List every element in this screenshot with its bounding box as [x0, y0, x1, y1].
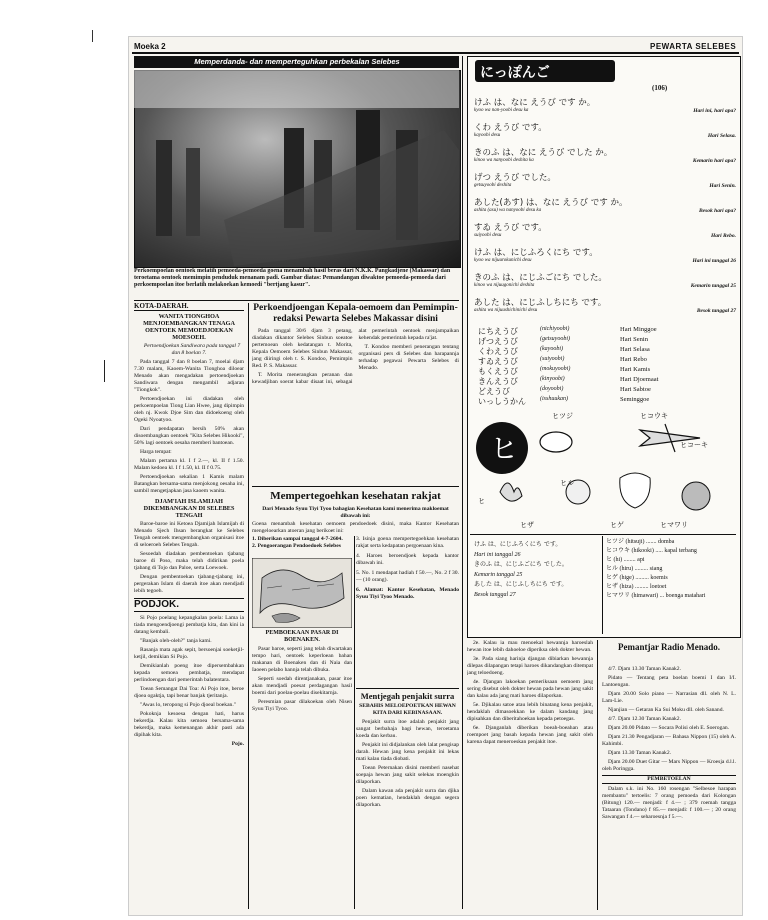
day-jp: どえうび	[478, 387, 510, 396]
paragraph: Seperti soedah direntjanakan, pasar itoe akan mendjadi poesat perdagangan hasil boemi dari poelau-poelau disekitarnja.	[252, 676, 352, 696]
radio-item: Djam 21.30 Pengadjaran — Bahasa Nippon (15) oleh A. Kahimbi.	[602, 734, 736, 747]
lesson-sentences	[474, 96, 736, 321]
map-caption: PEMBOEKAAN PASAR DI BOENAKEN.	[265, 630, 339, 643]
paragraph: Peresmian pasar dilakoekan oleh Nisen Syuu Tiyi Tyoo.	[252, 699, 352, 712]
romaji: ashita wa nijuushichinichi desu	[474, 308, 538, 313]
column-divider	[248, 303, 249, 909]
headline-perkoendjoengan: Perkoendjoengan Kepala-oemoem dan Pemimpin-redaksi Pewarta Selebes Makassar disini	[253, 303, 458, 324]
photo-rule	[134, 300, 459, 301]
day-indonesian: Hari Rebo	[620, 356, 647, 363]
list-item: 5. No. 1 mendapat hadiah f 50.—, No. 2 f 30.— (10 orang).	[356, 570, 459, 583]
vocab-line: ヒザ (hiza) ......... loetoet	[606, 584, 667, 590]
paragraph: 6e. Djanganlah diberikan boeah-boeahan atau roempoet jang basah kepada hewan jang sakit oleh karena dapat meneroeskan penjakit itoe.	[467, 725, 593, 745]
day-jp: もくえうび	[478, 367, 518, 376]
paragraph: Harga tempat:	[140, 449, 172, 455]
paragraph: Penjakit ini didjalankan oleh lalat pengisap darah. Hewan jang kena penjakit ini lekas mati kalau tiada diobati.	[356, 742, 459, 762]
romaji: suiyoobi desu	[474, 233, 502, 238]
jp-sentence: くわ えうび です。	[474, 123, 547, 133]
jp-sentence: けふ は、にじふろくにち です。	[474, 248, 598, 258]
paragraph: 2e. Kalau ia mau menoekal hewannja haroeslah hewan itoe lebih dahoeloe diperiksa oleh dokter hewan.	[467, 640, 593, 653]
day-jp: すゐえうび	[478, 357, 518, 366]
paragraph: Pertoendjoekan sekalian 1 Kamis malam Batangkan bersama-sama menjokong oesaha ini, sambil mengetjapkan jasa kaoem wanita.	[134, 474, 244, 494]
day-jp: きんえうび	[478, 377, 518, 386]
list-item: 2. Pengoerangan Pendoedoek Selebes	[252, 543, 341, 549]
lesson-number: (106)	[652, 84, 668, 92]
day-romaji: (doyoobi)	[540, 386, 564, 392]
column-divider	[354, 536, 355, 909]
list-item: 6. Alamat: Kantor Kesehatan, Menado Syuu Tiyi Tyoo Menado.	[356, 587, 459, 600]
jp-sentence: けふ は、なに えうび です か。	[474, 98, 596, 108]
lesson-row	[474, 296, 736, 321]
vocab-line: きのふ は、にじふごにち でした。	[474, 561, 568, 568]
vocab-rule	[470, 534, 736, 535]
kesehatan-list-right	[356, 536, 459, 686]
day-romaji: (getsuyoobi)	[540, 336, 570, 342]
paragraph: "Awas lo, teropong si Pojo djoeal boekan."	[140, 702, 237, 708]
day-indonesian: Hari Sabtoe	[620, 386, 651, 393]
translation: Besok hari apa?	[699, 208, 736, 214]
day-indonesian: Hari Kamis	[620, 366, 651, 373]
paragraph: Si Pojo poelang kepangkalan poela: Lama ia tiada mengoendjoengi pembatja kita, dan kini ia datang kembali.	[134, 615, 244, 635]
headline-wanita: WANITA TIONGHOA MENJOEMBANGKAN TENAGA OENTOEK MEMOEDJOEKAN MOESOEH.	[143, 313, 235, 341]
kesehatan-lede: Dari Menado Syuu Tiyi Tyoo bahagian Kesehatan kami menerima makloemat dibawah ini:	[262, 506, 449, 519]
jp-sentence: すゐ えうび です。	[474, 223, 547, 233]
day-indonesian: Hari Minggoe	[620, 326, 657, 333]
list-item: 3. Isinja goena mempertegoehkan kesehatan rakjat serta kedapatan pergoenaan kina.	[356, 536, 459, 549]
illus-label: ヒツジ	[552, 412, 573, 420]
day-indonesian: Seminggoe	[620, 396, 650, 403]
headline-kesehatan: Mempertegoehkan kesehatan rakjat	[270, 490, 441, 502]
surra-body	[356, 719, 459, 909]
photo-figures	[134, 70, 459, 266]
lesson-row	[474, 96, 736, 121]
lesson-row	[474, 196, 736, 221]
translation: Hari Rebo.	[710, 233, 736, 239]
translation: Hari Senin.	[709, 183, 736, 189]
illus-label: ヒ	[478, 497, 485, 505]
illus-label: ヒマワリ	[660, 521, 688, 529]
vocab-line: ヒ (hi) ........ api	[606, 557, 645, 563]
day-romaji: (isshuukan)	[540, 396, 568, 402]
column-divider	[462, 56, 463, 909]
sunflower-drawing	[682, 482, 710, 510]
scan-margin	[0, 0, 120, 920]
face-beard-drawing	[620, 473, 650, 508]
photo-hull	[224, 130, 459, 266]
lesson-row	[474, 121, 736, 146]
paragraph: Pada tanggal 30/6 djam 3 petang, diadakan dikantor Selebes Sinbun soeatoe pertemoean oleh kedatangan t. Morita, Kepala Oemoem Selebes Sinbun Makassar, jang diiringi oleh t. S. Kondoo, Pemimpin Red. P. S. Makassar.	[252, 328, 353, 369]
section-label: KOTA-DAERAH.	[134, 303, 244, 311]
day-row	[478, 386, 728, 396]
vocab-line: ヒゲ (hige) ......... koemis	[606, 575, 668, 581]
day-romaji: (suiyoobi)	[540, 356, 565, 362]
radio-heading: Pemantjar Radio Menado.	[617, 642, 721, 652]
day-row	[478, 346, 728, 356]
romaji: kinoo wa nijuugonichi deshita	[474, 283, 535, 288]
nippongo-title: にっぽんご	[480, 65, 550, 81]
vocab-line: Kemarin tanggal 25	[474, 572, 523, 578]
article-rule	[252, 486, 459, 487]
day-indonesian: Hari Djoemaat	[620, 376, 659, 383]
paragraph: Dengan pembentoekan tjabang-tjabang ini, pergerakan Islam di daerah itoe akan mendjadi lebih tegoeh.	[134, 574, 244, 594]
sheep-drawing	[540, 432, 572, 452]
page-label: Moeka 2	[134, 42, 166, 51]
paragraph: Dari pendapatan bersih 50% akan disoembangkan oentoek "Kita Selebes Hikooki", 50% lagi oentoek oesaha memberi bantoean.	[134, 426, 244, 446]
paragraph: 4e. Djangan lakoekan pemeriksaan oemoem jang sering disebut oleh dokter hewan pada hewan jang sakit dan kalau ada jang mati haroes dilaporkan.	[467, 679, 593, 699]
day-indonesian: Hari Selasa	[620, 346, 650, 353]
translation: Kemarin hari apa?	[692, 158, 736, 164]
paragraph: 3e. Pada siang harinja djangan dibiarkan hewannja dilepas dilapangan tetapi haroes dikandangkan ditempat jang teloedoeng.	[467, 656, 593, 676]
paragraph: Sesoedah diadakan pembentoekan tjabang baroe di Poso, maka telah didirikan poela tjabang di Tojo dan Paloe, serta Loewoek.	[134, 551, 244, 571]
paragraph: T. Kondoo memberi penerangan tentang organisasi pers di Selebes dan harapannja terhadap pegawai Pewarta Selebes di Menado.	[358, 344, 459, 371]
radio-item: Djam 13.30 Taman Kanak2.	[608, 750, 672, 756]
headline-surra: Mentjegah penjakit surra	[360, 691, 455, 701]
vocab-sentences	[474, 540, 600, 600]
lesson-row	[474, 221, 736, 246]
binding-mark	[104, 360, 105, 382]
day-row	[478, 376, 728, 386]
map-illustration	[252, 558, 352, 628]
photo-figure	[156, 140, 172, 236]
correction-heading: PEMBETOELAN	[602, 775, 736, 784]
translation: Hari ini tanggal 26	[692, 258, 736, 264]
day-romaji: (mokuyoobi)	[540, 366, 571, 372]
romaji: getsuyoobi deshita	[474, 183, 512, 188]
vocab-line: ヒツジ (hitsuji) ....... domba	[606, 539, 675, 545]
header-rule	[132, 52, 739, 54]
paragraph: Pokoknja kesoesa dengan hati, harus bekerdja. Kalau kita semoea bersama-sama bekerdja, maka kemenangan akhir pasti ada dipihak kita.	[134, 711, 244, 738]
radio-item: Djam 20.00 Solo piano — Narrasian dll. oleh N. L. Lam-Lie.	[602, 691, 736, 704]
radio-item: 4/7. Djam 13.30 Taman Kanak2.	[608, 666, 681, 672]
paragraph: 5e. Djikalau satoe atau lebih binatang kena penjakit, hendaklah dimasoekkan ke dalam kandang jang dipisahkan dan diberitahoekan kepada petoegas.	[467, 702, 593, 722]
surra-continued	[467, 640, 593, 910]
day-row	[478, 366, 728, 376]
illus-label: ヒゲ	[610, 521, 624, 529]
paragraph: Dalam kawan ada penjakit surra dan djika poen kematian, hendaklah dengan segera dilaporkan.	[356, 788, 459, 808]
headline-djamiah: DJAM'IAH ISLAMIJAH DIKEMBANGKAN DI SELEBES TENGAH	[143, 498, 235, 519]
romaji: ashita (asu) wa nanyoobi desu ka	[474, 208, 542, 213]
radio-item: Djam 20.00 Duet Gitar — Mars Nippon — Kroesja d.l.l. oleh Poringga.	[602, 759, 736, 772]
paragraph: Demikianlah poeng itoe dipersembahkan kepada semoea pembatja, mendapat perlindoengan dari pemerintah balatentara.	[134, 663, 244, 683]
paragraph: Toean Semangat Dai Toa: Ai Pojo itoe, beroe djoea ogaktja, tapi benar banjak tjeritanja.	[134, 686, 244, 699]
jp-sentence: きのふ は、なに えうび でした か。	[474, 148, 613, 158]
column-1	[134, 303, 244, 911]
fire-drawing	[500, 483, 522, 501]
radio-item: 4/7. Djam 12.30 Taman Kanak2.	[608, 716, 681, 722]
paragraph: Rasanja mata agak sepit, bersoenjai soeketjil-ketjil, demikian Si Pojo.	[134, 647, 244, 660]
day-romaji: (kinyoobi)	[540, 376, 565, 382]
article-perkoendjoengan	[252, 303, 459, 483]
day-jp: いっしうかん	[478, 397, 526, 406]
day-row	[478, 356, 728, 366]
paragraph: Pasar baroe, seperti jang telah diwartakan tempo hari, oentoek keperloean bahan makanan di Boenaken dan di Naia dan Iaoeen pelabo hannja telah dibuka.	[252, 646, 352, 673]
jp-sentence: げつ えうび でした。	[474, 173, 556, 183]
corner-mark	[92, 30, 93, 42]
radio-schedule	[602, 666, 736, 910]
pasar-article	[252, 646, 352, 910]
paragraph: Pertoendjoekan ini diadakan oleh perkoempoelan Tiong Lian Hwee, jang dipimpin oleh nj. Kwok Djoe Sim dan didoekoeng oleh Ogeki Nyoatyoo.	[134, 396, 244, 423]
paragraph: Pertoendjoekan Sandiwara pada tanggal 7 dan 8 boelan 7.	[143, 343, 241, 356]
day-romaji: (kayoobi)	[540, 346, 563, 352]
day-row	[478, 396, 728, 406]
illus-label: ヒル	[560, 479, 574, 487]
vocab-line: Hari ini tanggal 26	[474, 552, 521, 558]
paragraph: Baroe-baroe ini Ketoea Djamijah Islamijah di Menado Sjech Ihsan berangkat ke Selebes Tengah oentoek mengembangkan organisasi itoe di seloeroeh Selebes Tengah.	[134, 521, 244, 548]
correction-text: Dalam s.k. ini No. 160 rosengan "Selbesoe harapan membantu" tertoelis: 7 orang pemoeda dari Kolongan (Bitung) 120.— menjadi: f 4.— ; 379 roemah tangga Tataaran (Tondano) f 85.— menjadi: f 100.— ; 20 orang Sawangan f 4.— seharoesnja f 5.—.	[602, 786, 736, 820]
day-romaji: (nichiyoobi)	[540, 326, 570, 332]
photo-sky	[134, 70, 459, 108]
signature: Pojo.	[231, 741, 244, 747]
vocab-list	[606, 538, 734, 601]
paragraph: T. Morita menerangkan peranan dan kewadjiban soerat kabar disaat ini, sebagai alat pemerintah oentoek menjampaikan kehendak pemerintah kepada ra'jat.	[252, 328, 459, 385]
illus-label: ヒコウキ	[640, 412, 668, 420]
radio-item: Djam 20.00 Pidato — Socara Polisi oleh E. Soerogan.	[608, 725, 730, 731]
lesson-row	[474, 146, 736, 171]
paragraph: Pada tanggal 7 dan 8 boelan 7, moelai djam 7.30 malam, Kaoem-Wanita Tionghoa diloear Menado akan mengadakan pertoendjoekan Sandiwara dengan mengambil adjaran "Tiongkok".	[134, 359, 244, 393]
vocab-line: ヒル (hiru) ......... siang	[606, 566, 663, 572]
jp-sentence: きのふ は、にじふごにち でした。	[474, 273, 607, 283]
photo-figure	[186, 148, 200, 236]
paragraph: Toean Peternakan disini memberi nasehat soepaja hewan jang sakit selekas moengkin dilaporkan.	[356, 765, 459, 785]
translation: Kemarin tanggal 25	[690, 283, 736, 289]
list-item: 1. Diberikan sampai tanggal 4-7-2604.	[252, 536, 343, 542]
day-jp: げつえうび	[478, 337, 518, 346]
day-jp: にちえうび	[478, 327, 518, 336]
romaji: kayoobi desu	[474, 133, 501, 138]
day-jp: くわえうび	[478, 347, 518, 356]
vocab-line: あした は、にじふしちにち です。	[474, 581, 568, 588]
vocab-line: けふ は、にじふろくにち です。	[474, 541, 562, 548]
radio-item: Pidato — Tentang peta boelan boemi I dan I/I. Lantoengan.	[602, 675, 736, 688]
translation: Hari Selasa.	[707, 133, 736, 139]
day-row	[478, 326, 728, 336]
jp-sentence: あした は、にじふしちにち です。	[474, 298, 607, 308]
list-item: 4. Haroes beroendjoek kepada kantor dibawah ini.	[356, 553, 459, 566]
paper-name: PEWARTA SELEBES	[650, 42, 737, 51]
paragraph: Penjakit surra itoe adalah penjakit jang sangat berbahaja bagi hewan, teroetama koeda dan kerbau.	[356, 719, 459, 739]
hi-illustration-panel	[470, 412, 736, 532]
translation: Besok tanggal 27	[696, 308, 736, 314]
illus-label: ヒコーキ	[680, 441, 708, 449]
illus-label: ヒザ	[520, 521, 534, 529]
lesson-row	[474, 271, 736, 296]
romaji: kinoo wa nanyoobi deshita ka	[474, 158, 534, 163]
vocab-line: Besok tanggal 27	[474, 592, 516, 598]
romaji: kyoo wa nan-yoobi desu ka	[474, 108, 529, 113]
lesson-row	[474, 171, 736, 196]
paragraph: Malam pertama kl. I f 2.—, kl. II f 1.50. Malam kedoea kl. I f 1.50, kl. II f 0.75.	[134, 458, 244, 471]
day-indonesian: Hari Senin	[620, 336, 648, 343]
column-divider	[597, 640, 598, 910]
podjok-heading: PODJOK.	[134, 598, 244, 612]
day-row	[478, 336, 728, 346]
paragraph: "Banjak oleh-oleh?" tanja kami.	[140, 638, 212, 644]
vocab-line: ヒマワリ (himawari) ... boenga matahari	[606, 593, 706, 599]
article-rule	[356, 688, 459, 689]
radio-item: Njanjian — Getaran Ka Sui Moku dll. oleh Sanand.	[608, 707, 724, 713]
translation: Hari ini, hari apa?	[693, 108, 736, 114]
kesehatan-list-left	[252, 536, 352, 556]
lesson-row	[474, 246, 736, 271]
days-list	[478, 326, 728, 406]
surra-deck: SEBAHIS MELOEPOETKAN HEWAN KITA DARI KEBINASAAN.	[359, 703, 456, 716]
jp-sentence: あした(あす) は、なに えうび です か。	[474, 198, 628, 208]
romaji: kyoo wa nijuurokunichi desu	[474, 258, 532, 263]
hi-character-glyph: ヒ	[490, 432, 519, 465]
photo-caption: Perkoempoelan oentoek melatih pemoeda-pemoeda goena menambah hasil beras dari N.K.K. Pangkadjene (Makassar) dan teroetama oentoek memimpin penduduk menanam padi. Gambar diatas: Pemandangan diwaktoe pemoeda-pemoeda dari perkoempoelan itoe berlatih melakoekan kemoedi "bertjang kasur".	[134, 268, 451, 288]
kesehatan-intro: Goena menambah kesehatan oemoem pendoedoek disini, maka Kantor Kesehatan mengeloearkan atoeran jang berikoet ini:	[252, 521, 459, 534]
vocab-divider	[602, 536, 603, 634]
vocab-line: ヒコウキ (hikooki) ..... kapal terbang	[606, 548, 697, 554]
banner-title: Memperdanda- dan memperteguhkan perbekalan Selebes	[194, 57, 400, 66]
